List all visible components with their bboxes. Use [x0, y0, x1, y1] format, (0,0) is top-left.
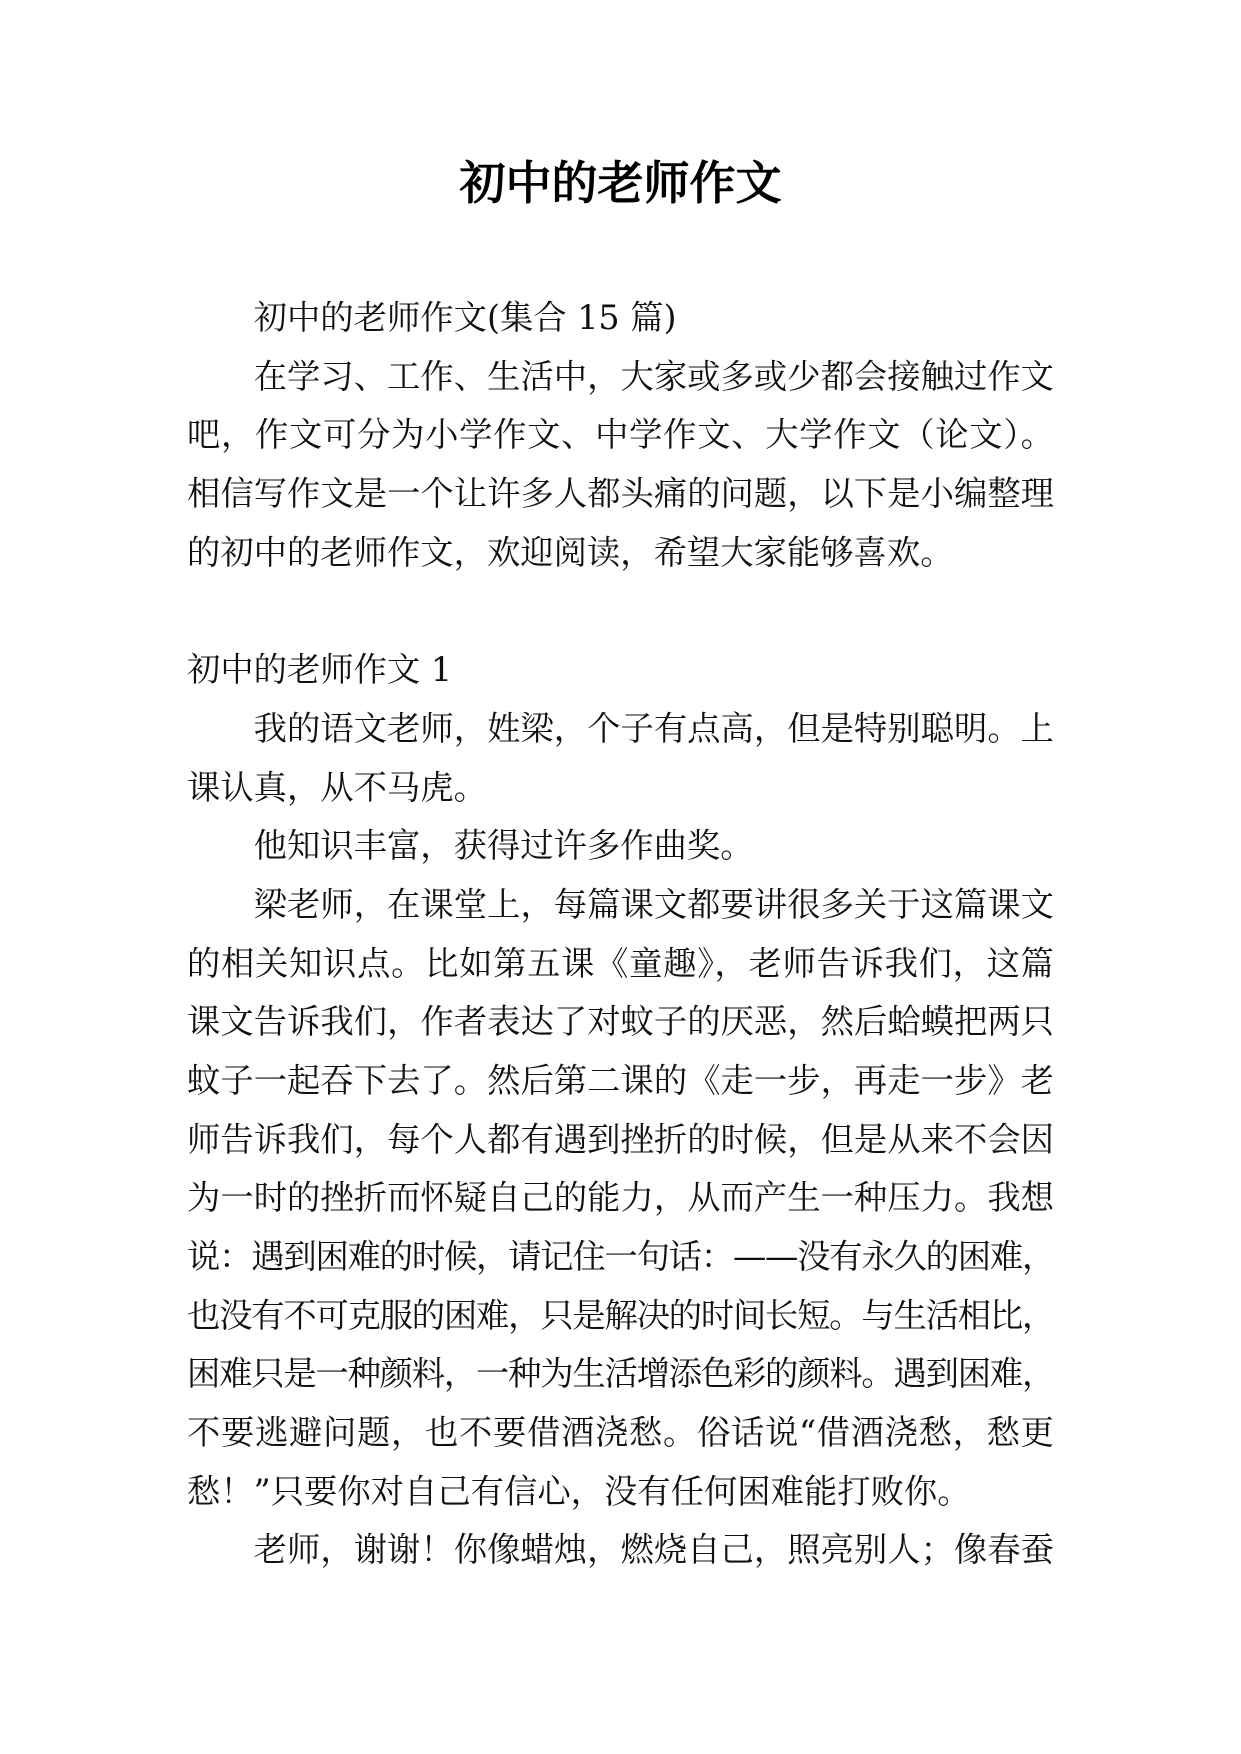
blank-line	[187, 582, 1054, 641]
text-line: 相信写作文是一个让许多人都头痛的问题，以下是小编整理	[187, 474, 1054, 514]
text-line: 的初中的老师作文，欢迎阅读，希望大家能够喜欢。	[187, 532, 954, 572]
essay-paragraph	[187, 700, 1054, 817]
text-line: 说：遇到困难的时候，请记住一句话：——没有永久的困难，	[187, 1237, 1054, 1276]
text-line: 不要逃避问题，也不要借酒浇愁。俗话说“借酒浇愁，愁更	[187, 1413, 1054, 1453]
text-line: 课文告诉我们，作者表达了对蚊子的厌恶，然后蛤蟆把两只	[187, 1002, 1054, 1042]
text-line: 课认真，从不马虎。	[187, 767, 487, 807]
intro-paragraph	[187, 348, 1054, 583]
text-line: 的相关知识点。比如第五课《童趣》，老师告诉我们，这篇	[187, 943, 1054, 983]
text-line: 在学习、工作、生活中，大家或多或少都会接触过作文	[253, 356, 1054, 396]
text-line: 蚊子一起吞下去了。然后第二课的《走一步，再走一步》老	[187, 1060, 1054, 1100]
text-line: 我的语文老师，姓梁，个子有点高，但是特别聪明。上	[253, 708, 1054, 748]
document-body	[187, 289, 1054, 1580]
text-line: 老师，谢谢！你像蜡烛，燃烧自己，照亮别人；像春蚕	[253, 1530, 1054, 1570]
text-line: 师告诉我们，每个人都有遇到挫折的时候，但是从来不会因	[187, 1119, 1054, 1159]
text-line: 也没有不可克服的困难，只是解决的时间长短。与生活相比，	[187, 1295, 1054, 1335]
text-line: 困难只是一种颜料，一种为生活增添色彩的颜料。遇到困难，	[187, 1354, 1054, 1394]
collection-title: 初中的老师作文(集合 15 篇)	[253, 298, 677, 337]
essay-paragraph	[187, 817, 1054, 876]
text-line: 吧，作文可分为小学作文、中学作文、大学作文（论文）。	[187, 415, 1054, 455]
essay-paragraph	[187, 876, 1054, 1522]
text-line: 梁老师，在课堂上，每篇课文都要讲很多关于这篇课文	[253, 884, 1054, 924]
essay-heading: 初中的老师作文 1	[187, 650, 453, 690]
essay-paragraph	[187, 1521, 1054, 1580]
text-line: 他知识丰富，获得过许多作曲奖。	[253, 826, 754, 866]
document-title: 初中的老师作文	[459, 156, 782, 210]
text-line: 愁！”只要你对自己有信心，没有任何困难能打败你。	[187, 1471, 971, 1511]
text-line: 为一时的挫折而怀疑自己的能力，从而产生一种压力。我想	[187, 1178, 1054, 1218]
